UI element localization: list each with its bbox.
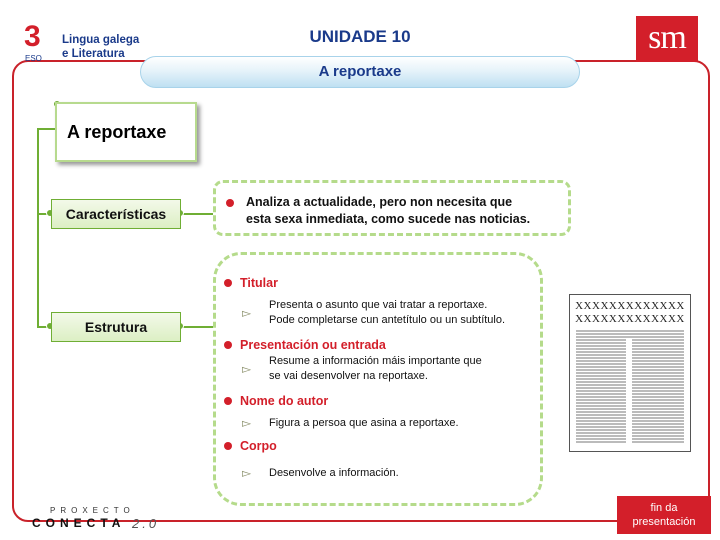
caracteristicas-text <box>246 194 566 228</box>
bullet-dot <box>224 397 232 405</box>
end-button-line-1: fin da <box>650 502 678 514</box>
arrow-bullet-icon: ▻ <box>242 362 252 376</box>
newspaper-text-lines <box>570 329 690 449</box>
section-heading-corpo: Corpo <box>240 439 277 453</box>
unit-title: UNIDADE 10 <box>309 27 411 46</box>
desc-line: Pode completarse cun antetítulo ou un subtítulo. <box>269 314 506 326</box>
section-desc-corpo: Desenvolve a información. <box>269 467 399 479</box>
footer-conecta: CONECTA <box>32 516 126 530</box>
bullet-dot <box>224 341 232 349</box>
grade-number: 3 <box>24 20 41 53</box>
subject-title <box>62 33 139 61</box>
connector-title <box>37 128 55 130</box>
tree-trunk-line <box>37 128 39 328</box>
subject-line-2: e Literatura <box>62 48 125 60</box>
bullet-dot <box>224 279 232 287</box>
section-heading-autor: Nome do autor <box>240 394 329 408</box>
end-presentation-button[interactable] <box>617 496 711 534</box>
section-heading-presentacion: Presentación ou entrada <box>240 338 386 352</box>
bullet-dot <box>224 442 232 450</box>
subject-line-1: Lingua galega <box>62 34 140 46</box>
footer-proxecto: PROXECTO <box>50 506 135 515</box>
section-heading-titular: Titular <box>240 276 278 290</box>
desc-line: Presenta o asunto que vai tratar a reportaxe. <box>269 299 488 311</box>
brand-logo: sm <box>636 16 698 62</box>
section-desc-titular <box>269 298 505 328</box>
end-button-line-2: presentación <box>632 516 696 528</box>
topic-banner: A reportaxe <box>140 56 580 88</box>
newspaper-headline-2: XXXXXXXXXXXXX <box>575 313 685 325</box>
caracteristicas-text-line-1: Analiza a actualidade, pero non necesita que <box>246 195 513 209</box>
connector-estrutura-box <box>181 326 213 328</box>
level-label: ESO <box>25 54 42 63</box>
footer-version: 2.0 <box>132 516 160 531</box>
newspaper-headline-1: XXXXXXXXXXXXX <box>575 300 685 312</box>
branch-estrutura[interactable]: Estrutura <box>51 312 181 342</box>
section-desc-autor: Figura a persoa que asina a reportaxe. <box>269 417 459 429</box>
arrow-bullet-icon: ▻ <box>242 466 252 480</box>
section-desc-presentacion <box>269 354 482 384</box>
desc-line: Resume a información máis importante que <box>269 355 482 367</box>
arrow-bullet-icon: ▻ <box>242 306 252 320</box>
desc-line: se vai desenvolver na reportaxe. <box>269 370 428 382</box>
caracteristicas-text-line-2: esta sexa inmediata, como sucede nas noticias. <box>246 212 531 226</box>
newspaper-illustration <box>569 294 691 452</box>
bullet-dot <box>226 199 234 207</box>
connector-caracteristicas-box <box>181 213 213 215</box>
diagram-title-box: A reportaxe <box>55 102 197 162</box>
arrow-bullet-icon: ▻ <box>242 416 252 430</box>
branch-caracteristicas[interactable]: Características <box>51 199 181 229</box>
